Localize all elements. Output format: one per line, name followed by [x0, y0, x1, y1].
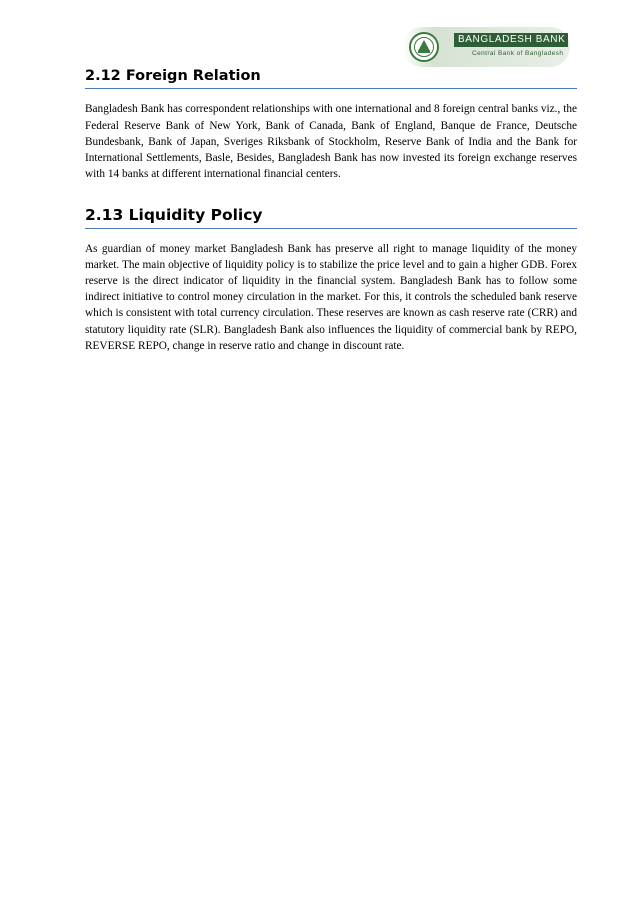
bangladesh-bank-logo: [402, 27, 570, 67]
section-body: Bangladesh Bank has correspondent relationships with one international and 8 foreign central banks viz., the Federal Reserve Bank of New York, Bank of Canada, Bank of England, Banque de France, Deutsche Bundesbank, Bank of Japan, Sveriges Riksbank of Stockholm, Reserve Bank of India and the Bank for International Settlements, Basle, Besides, Bangladesh Bank has now invested its foreign exchange reserves with 14 banks at different international financial centers.: [85, 103, 577, 181]
seal-base: [418, 51, 430, 53]
section-liquidity-policy: [85, 206, 577, 354]
logo-tagline: Central Bank of Bangladesh: [472, 50, 564, 57]
section-heading: 2.13 Liquidity Policy: [85, 206, 577, 229]
logo-name: BANGLADESH BANK: [458, 34, 566, 45]
section-foreign-relation: [85, 68, 577, 182]
section-body: As guardian of money market Bangladesh Bank has preserve all right to manage liquidity of the money market. The main objective of liquidity policy is to stabilize the price level and to gain a higher GDB. Forex reserve is the direct indicator of liquidity in the financial system. Bangladesh Bank has to follow some indirect initiative to control money circulation in the market. For this, it controls the scheduled bank reserve which is consistent with total currency circulation. These reserves are known as cash reserve rate (CRR) and statutory liquidity rate (SLR). Bangladesh Bank also influences the liquidity of commercial bank by REPO, REVERSE REPO, change in reserve ratio and change in discount rate.: [85, 242, 577, 352]
section-heading: 2.12 Foreign Relation: [85, 68, 577, 89]
